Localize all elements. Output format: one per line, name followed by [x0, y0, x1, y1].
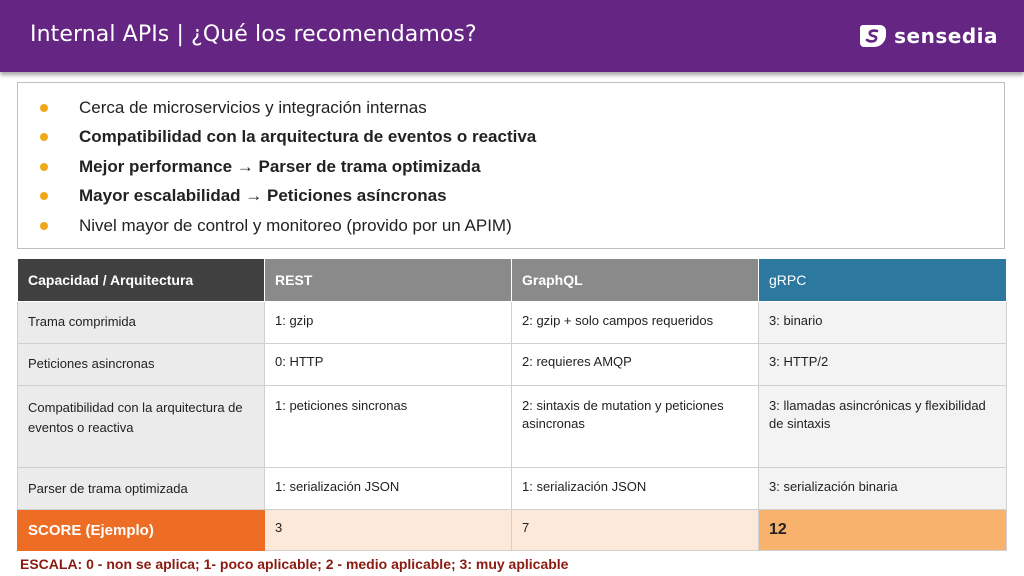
bullet-item	[40, 182, 536, 212]
table-cell: 1: serialización JSON	[512, 468, 759, 510]
bullet-item	[40, 123, 536, 153]
header-cell-graphql: GraphQL	[512, 259, 759, 302]
comparison-table	[17, 258, 1007, 551]
score-label: SCORE (Ejemplo)	[18, 510, 265, 551]
row-label: Compatibilidad con la arquitectura de eventos o reactiva	[18, 386, 265, 468]
row-label: Peticiones asincronas	[18, 344, 265, 386]
score-cell-grpc: 12	[759, 510, 1007, 551]
table-header-row	[18, 259, 1007, 302]
table-cell: 3: binario	[759, 302, 1007, 344]
slide-header	[0, 0, 1024, 72]
bullet-item	[40, 152, 536, 182]
header-cell-capacidad: Capacidad / Arquitectura	[18, 259, 265, 302]
table-row	[18, 468, 1007, 510]
table-cell: 1: serialización JSON	[265, 468, 512, 510]
logo-wordmark: sensedia	[894, 24, 998, 48]
table-cell: 1: peticiones sincronas	[265, 386, 512, 468]
row-label: Trama comprimida	[18, 302, 265, 344]
bullet-text: Cerca de microservicios y integración internas	[79, 97, 427, 117]
table-row	[18, 302, 1007, 344]
table-cell: 3: HTTP/2	[759, 344, 1007, 386]
bullet-item	[40, 211, 536, 241]
bullet-dot-icon	[40, 104, 48, 112]
bullet-text: Nivel mayor de control y monitoreo (provido por un APIM)	[79, 215, 512, 235]
table-cell: 2: sintaxis de mutation y peticiones asincronas	[512, 386, 759, 468]
table-cell: 0: HTTP	[265, 344, 512, 386]
bullet-dot-icon	[40, 163, 48, 171]
slide-title: Internal APIs | ¿Qué los recomendamos?	[30, 22, 477, 47]
bullet-text: Compatibilidad con la arquitectura de eventos o reactiva	[79, 127, 537, 147]
scale-note: ESCALA: 0 - non se aplica; 1- poco aplicable; 2 - medio aplicable; 3: muy aplicable	[20, 556, 569, 572]
score-row	[18, 510, 1007, 551]
sensedia-logo	[858, 20, 998, 52]
bullet-dot-icon	[40, 192, 48, 200]
table-cell: 3: serialización binaria	[759, 468, 1007, 510]
sensedia-logo-icon	[858, 21, 888, 51]
header-cell-grpc: gRPC	[759, 259, 1007, 302]
bullet-dot-icon	[40, 133, 48, 141]
score-cell-rest: 3	[265, 510, 512, 551]
table-cell: 3: llamadas asincrónicas y flexibilidad de sintaxis	[759, 386, 1007, 468]
table-cell: 2: requieres AMQP	[512, 344, 759, 386]
table-cell: 1: gzip	[265, 302, 512, 344]
bullet-panel	[17, 82, 1005, 249]
bullet-text: Mayor escalabilidad → Peticiones asíncronas	[79, 186, 447, 206]
bullet-list	[40, 93, 536, 241]
header-cell-rest: REST	[265, 259, 512, 302]
score-cell-graphql: 7	[512, 510, 759, 551]
table-row	[18, 344, 1007, 386]
bullet-dot-icon	[40, 222, 48, 230]
table-row	[18, 386, 1007, 468]
row-label: Parser de trama optimizada	[18, 468, 265, 510]
table-cell: 2: gzip + solo campos requeridos	[512, 302, 759, 344]
bullet-text: Mejor performance → Parser de trama optimizada	[79, 156, 481, 176]
bullet-item	[40, 93, 536, 123]
